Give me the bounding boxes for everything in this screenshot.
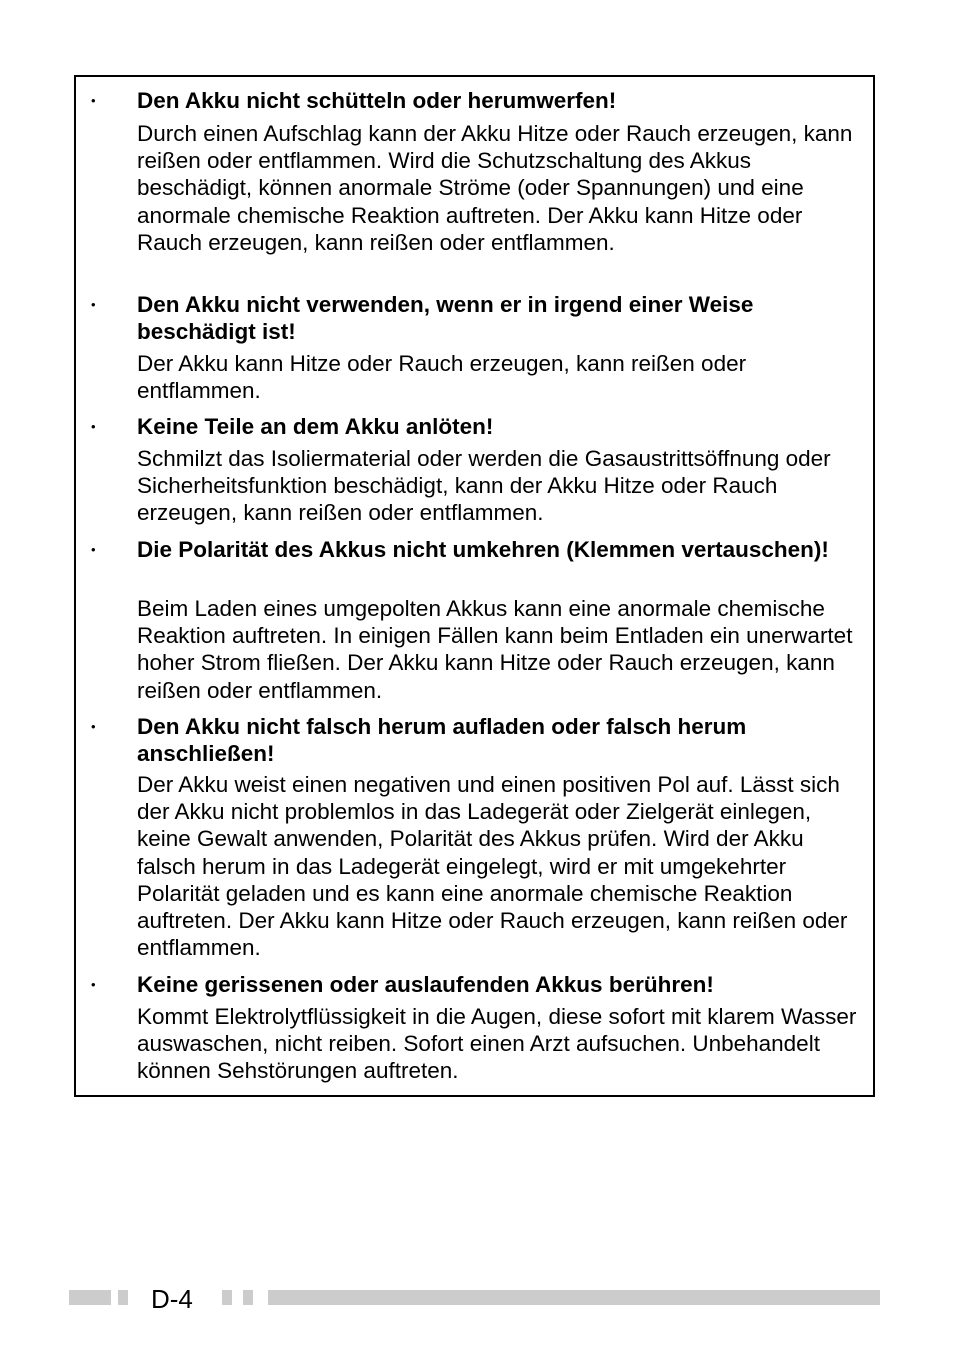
footer-bar-square-2 bbox=[243, 1290, 253, 1305]
warning-heading: Keine Teile an dem Akku anlöten! bbox=[137, 414, 494, 439]
bullet: • bbox=[91, 977, 96, 992]
warning-box bbox=[74, 75, 875, 1097]
warning-heading: Den Akku nicht falsch herum aufladen oder falsch herum anschließen! bbox=[137, 714, 747, 766]
warning-text: Beim Laden eines umgepolten Akkus kann eine anormale chemische Reaktion auftreten. In einigen Fällen kann beim Entladen ein unerwartet hoher Strom fließen. Der Akku kann Hitze oder Rauch erzeugen, kann reißen oder entflammen. bbox=[137, 596, 853, 703]
bullet: • bbox=[91, 719, 96, 734]
bullet: • bbox=[91, 297, 96, 312]
bullet: • bbox=[91, 93, 96, 108]
bullet: • bbox=[91, 542, 96, 557]
page-number: D-4 bbox=[151, 1284, 193, 1314]
warning-text: Der Akku kann Hitze oder Rauch erzeugen, kann reißen oder entflammen. bbox=[137, 351, 747, 404]
warning-heading: Den Akku nicht schütteln oder herumwerfen! bbox=[137, 88, 617, 113]
footer-bar-left bbox=[69, 1290, 111, 1305]
warning-heading: Den Akku nicht verwenden, wenn er in irgend einer Weise beschädigt ist! bbox=[137, 292, 754, 344]
page-footer bbox=[0, 1283, 954, 1315]
warning-text: Durch einen Aufschlag kann der Akku Hitze oder Rauch erzeugen, kann reißen oder entflammen. Wird die Schutzschaltung des Akkus beschädigt, können anormale Ströme (oder Spannungen) und eine anormale chemische Reaktion auftreten. Der Akku kann Hitze oder Rauch erzeugen, kann reißen oder entflammen. bbox=[137, 121, 853, 255]
warning-heading: Die Polarität des Akkus nicht umkehren (Klemmen vertauschen)! bbox=[137, 537, 829, 562]
warning-heading: Keine gerissenen oder auslaufenden Akkus berühren! bbox=[137, 972, 714, 997]
footer-bar-left-small bbox=[118, 1290, 128, 1305]
warning-text: Schmilzt das Isoliermaterial oder werden die Gasaustrittsöffnung oder Sicherheitsfunktion beschädigt, kann der Akku Hitze oder Rauch erzeugen, kann reißen oder entflammen. bbox=[137, 446, 831, 526]
warning-text: Der Akku weist einen negativen und einen positiven Pol auf. Lässt sich der Akku nicht problemlos in das Ladegerät oder Zielgerät einlegen, keine Gewalt anwenden, Polarität des Akkus prüfen. Wird der Akku falsch herum in das Ladegerät eingelegt, wird er mit umgekehrter Polarität geladen und es kann eine anormale chemische Reaktion auftreten. Der Akku kann Hitze oder Rauch erzeugen, kann reißen oder entflammen. bbox=[137, 772, 848, 961]
footer-bar-right bbox=[268, 1290, 880, 1305]
footer-bar-square-1 bbox=[222, 1290, 232, 1305]
bullet: • bbox=[91, 419, 96, 434]
warning-text: Kommt Elektrolytflüssigkeit in die Augen, diese sofort mit klarem Wasser auswaschen, nicht reiben. Sofort einen Arzt aufsuchen. Unbehandelt können Sehstörungen auftreten. bbox=[137, 1004, 857, 1084]
